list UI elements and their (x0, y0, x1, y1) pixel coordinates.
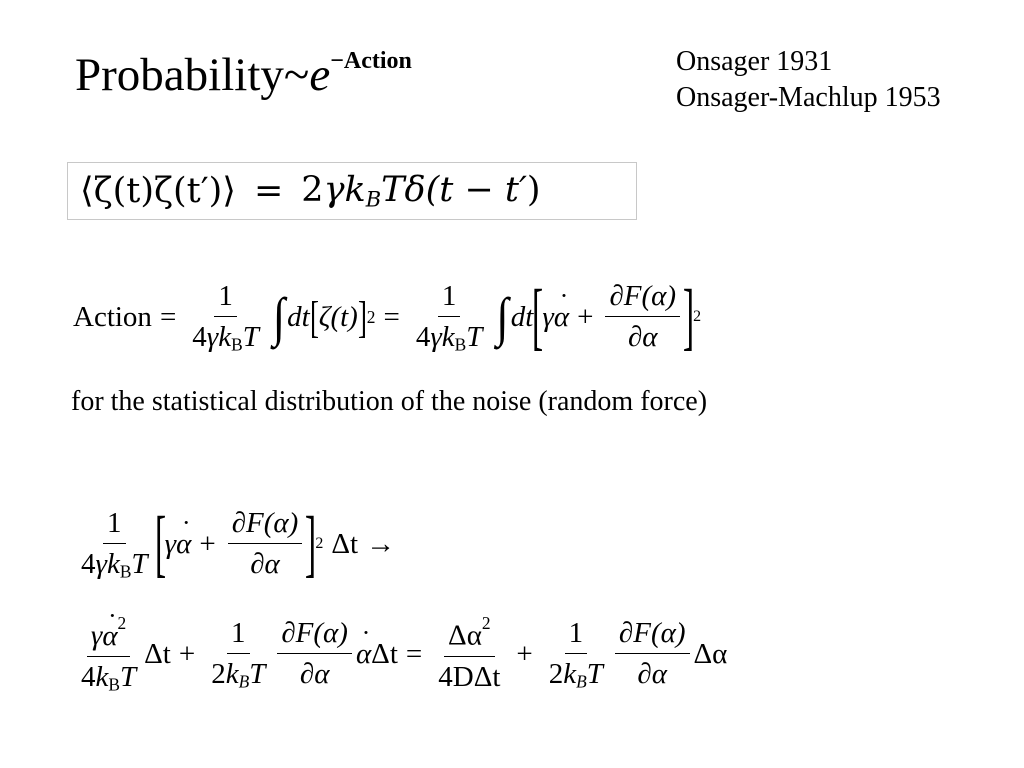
dt-2: dt (510, 300, 534, 333)
integral-sign-1: ∫ (272, 286, 286, 347)
term-one-over-2kT-1: $\frac{1}{\text{2kBT}}$ (211, 616, 266, 692)
correlation-rhs: 2γkBTδ(t − t′) (301, 170, 541, 212)
alpha-dot-4: α ˙ (356, 638, 371, 671)
zeta: ζ (318, 300, 331, 333)
alpha-dot: α ˙ (554, 301, 569, 334)
plus-1: + (577, 300, 594, 333)
delta-t-4b: Δt (371, 637, 398, 670)
discretized-action-term (73, 494, 403, 594)
bracket-open-3: [ (154, 502, 166, 586)
square-3: 2 (315, 535, 324, 552)
action-label: Action (73, 300, 152, 333)
noise-caption: for the statistical distribution of the noise (random force) (71, 386, 708, 417)
prefactor-3: $\frac{1}{4\gamma k_BT}$ (81, 506, 148, 582)
plus-3: + (199, 527, 216, 560)
correlation-lhs: ⟨ζ(t)ζ(t′)⟩ (80, 171, 236, 211)
reference-onsager-1931: Onsager 1931 (676, 46, 833, 77)
zeta-argument: (t) (330, 300, 358, 333)
dt-1: dt (287, 300, 310, 333)
bracket-open-2: [ (532, 275, 544, 359)
slide-title (75, 48, 412, 101)
integral-sign-2: ∫ (496, 286, 509, 347)
noise-correlation-equation (67, 162, 637, 220)
term-one-over-2kT-2: $\frac{1}{\text{2kBT}}$ (548, 616, 603, 692)
term-delta-alpha-squared: $\frac{\Delta\alpha^2}{\text{4DΔt}}$ (438, 613, 501, 694)
alpha-dot-3: α ˙ (176, 528, 191, 561)
plus-4b: + (516, 637, 533, 670)
bracket-close-2: ] (682, 275, 695, 359)
delta-t-4a: Δt (144, 637, 171, 670)
arrow-icon: → (366, 527, 396, 560)
partial-derivative-1: $\frac{\partial F(\alpha)}{\partial\alpha}$ (605, 280, 680, 355)
bracket-close-3: ] (305, 502, 317, 586)
square-1: 2 (366, 306, 376, 327)
gamma-3: γ (164, 527, 177, 560)
action-equation (73, 262, 701, 372)
delta-alpha-4: Δα (693, 637, 728, 670)
action-equals-2: = (383, 300, 400, 333)
term-gamma-alphadot-squared: $\frac{\gamma\alpha ˙^2}{4k_BT}$ (77, 613, 140, 694)
title-exponent: −Action (330, 48, 412, 74)
correlation-equals: = (253, 171, 284, 211)
bracket-open-1: [ (309, 291, 319, 342)
square-2: 2 (693, 308, 702, 325)
title-prefix: Probability~ (75, 49, 310, 101)
equals-4: = (405, 637, 423, 670)
partial-derivative-4b: $\frac{\partial F(\alpha)}{\partial\alpha}$ (615, 617, 690, 692)
reference-onsager-machlup-1953: Onsager-Machlup 1953 (676, 81, 941, 113)
delta-t-3: Δt (331, 527, 359, 560)
references (676, 44, 941, 115)
expanded-equation (73, 604, 727, 704)
partial-derivative-3: $\frac{\partial F(\alpha)}{\partial\alpha}$ (228, 507, 303, 582)
plus-4a: + (178, 637, 196, 670)
action-prefactor-1: $\frac{1}{4\gamma k_BT}$ (192, 279, 259, 355)
action-equals-1: = (159, 300, 177, 333)
bracket-close-1: ] (357, 291, 367, 342)
action-prefactor-2: $\frac{1}{4\gamma k_BT}$ (415, 279, 483, 355)
title-base: e (309, 49, 331, 101)
partial-derivative-4a: $\frac{\partial F(\alpha)}{\partial\alpha}$ (277, 617, 352, 692)
gamma: γ (542, 300, 554, 333)
